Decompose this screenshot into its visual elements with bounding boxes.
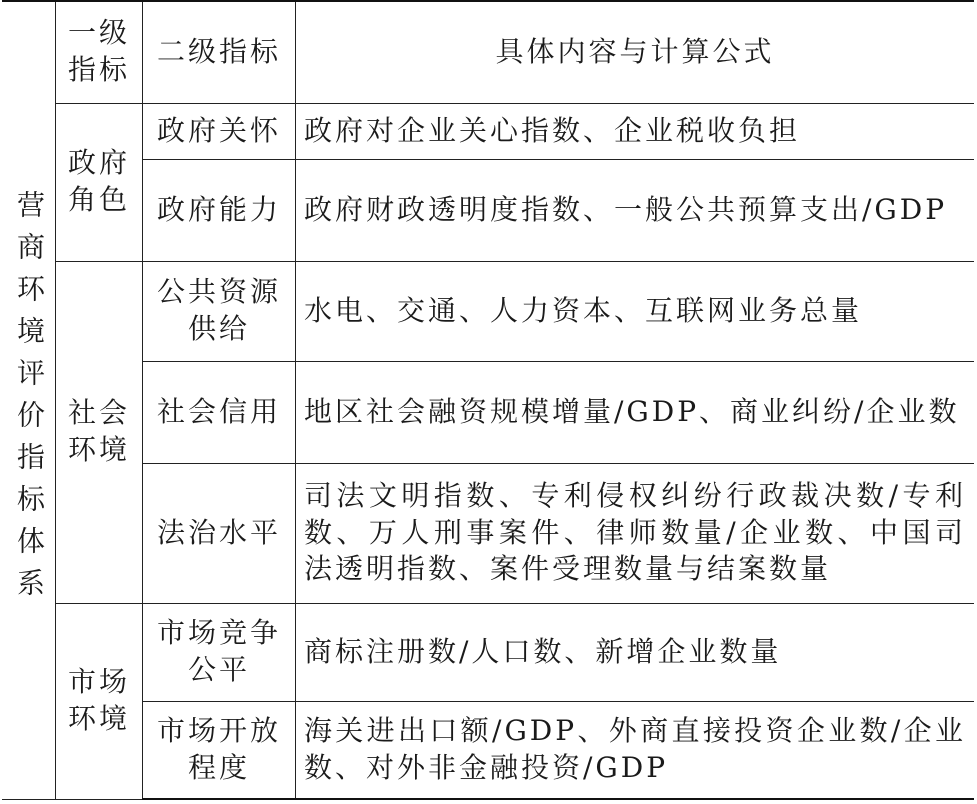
content-cell: 司法文明指数、专利侵权纠纷行政裁决数/专利数、万人刑事案件、律师数量/企业数、中国司法透明指数、案件受理数量与结案数量 — [295, 463, 974, 603]
table-row — [2, 361, 974, 463]
table-row — [2, 261, 974, 361]
header-level2: 二级指标 — [142, 1, 295, 103]
indicator-table — [2, 0, 974, 800]
table-row — [2, 103, 974, 159]
content-cell: 政府财政透明度指数、一般公共预算支出/GDP — [295, 159, 974, 261]
system-label: 营商环境评价指标体系 — [12, 190, 46, 611]
system-label-cell — [2, 1, 55, 799]
header-row — [2, 1, 974, 103]
header-content: 具体内容与计算公式 — [295, 1, 974, 103]
table-row — [2, 463, 974, 603]
content-cell: 商标注册数/人口数、新增企业数量 — [295, 603, 974, 701]
level2-cell: 政府关怀 — [142, 103, 295, 159]
content-cell: 水电、交通、人力资本、互联网业务总量 — [295, 261, 974, 361]
table-row — [2, 159, 974, 261]
content-cell: 地区社会融资规模增量/GDP、商业纠纷/企业数 — [295, 361, 974, 463]
level2-cell: 政府能力 — [142, 159, 295, 261]
content-cell: 政府对企业关心指数、企业税收负担 — [295, 103, 974, 159]
header-level1: 一级 指标 — [55, 1, 142, 103]
table-row — [2, 701, 974, 799]
level2-cell: 法治水平 — [142, 463, 295, 603]
level2-cell: 市场竞争 公平 — [142, 603, 295, 701]
level2-cell: 社会信用 — [142, 361, 295, 463]
content-cell: 海关进出口额/GDP、外商直接投资企业数/企业数、对外非金融投资/GDP — [295, 701, 974, 799]
table-row — [2, 603, 974, 701]
level1-cell: 政府 角色 — [55, 103, 142, 261]
level1-cell: 市场 环境 — [55, 603, 142, 799]
level2-cell: 公共资源 供给 — [142, 261, 295, 361]
level1-cell: 社会 环境 — [55, 261, 142, 603]
level2-cell: 市场开放 程度 — [142, 701, 295, 799]
